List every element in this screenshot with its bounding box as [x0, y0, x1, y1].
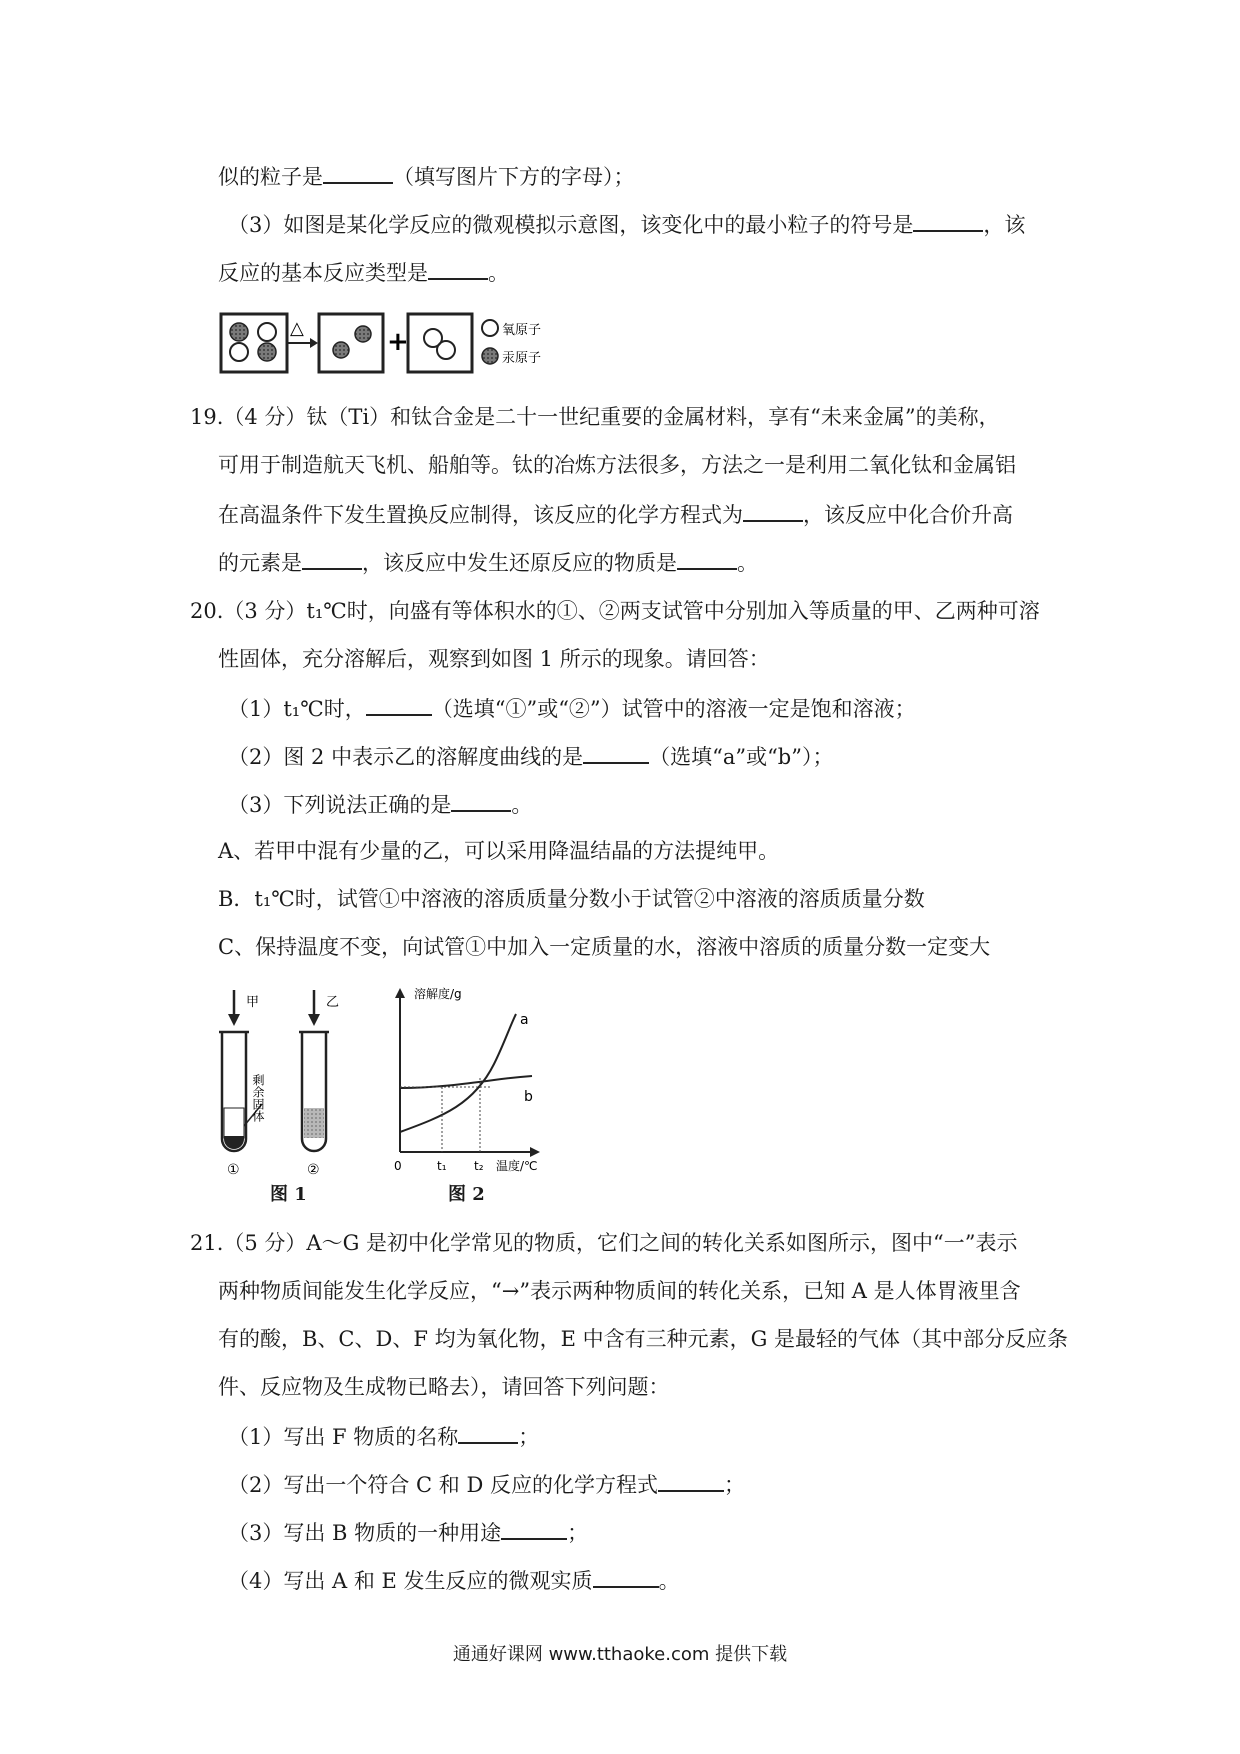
q20-line2: 性固体，充分溶解后，观察到如图 1 所示的现象。请回答：: [218, 647, 770, 671]
plus-sign: +: [387, 327, 409, 357]
label-yi: 乙: [326, 995, 340, 1010]
figure-1-caption: 图 1: [270, 1184, 307, 1205]
q20-part3: （3）下列说法正确的是 。: [228, 788, 532, 820]
q20-part1: （1）t₁℃时， （选填“①”或“②”）试管中的溶液一定是饱和溶液；: [228, 692, 916, 724]
t2-label: t₂: [474, 1159, 484, 1173]
q21-part1: （1）写出 F 物质的名称 ；: [228, 1420, 539, 1452]
q21-part4: （4）写出 A 和 E 发生反应的微观实质 。: [228, 1564, 680, 1596]
origin-label: 0: [394, 1159, 402, 1173]
q21-part3: （3）写出 B 物质的一种用途 ；: [228, 1516, 588, 1548]
q21-line3: 有的酸，B、C、D、F 均为氧化物，E 中含有三种元素，G 是最轻的气体（其中部分反应条: [218, 1327, 1069, 1351]
q20-line1: 20.（3 分）t₁℃时，向盛有等体积水的①、②两支试管中分别加入等质量的甲、乙两种可溶: [190, 599, 1040, 623]
y-axis-label: 溶解度/g: [414, 987, 462, 1001]
q21-part2: （2）写出一个符合 C 和 D 反应的化学方程式 ；: [228, 1468, 745, 1500]
figure-2-solubility-chart: [384, 984, 564, 1184]
q20-option-a: A、若甲中混有少量的乙，可以采用降温结晶的方法提纯甲。: [218, 839, 780, 863]
q20-part2: （2）图 2 中表示乙的溶解度曲线的是 （选填“a”或“b”）；: [228, 740, 833, 772]
residue-label: 剩余固体: [251, 1074, 265, 1122]
curve-b-label: b: [524, 1089, 533, 1105]
answer-blank[interactable]: [743, 498, 803, 522]
footer-download-note: 通通好课网 www.tthaoke.com 提供下载: [452, 1644, 788, 1665]
q19-line4: 的元素是 ，该反应中发生还原反应的物质是 。: [218, 546, 758, 578]
q19-line3: 在高温条件下发生置换反应制得，该反应的化学方程式为 ，该反应中化合价升高: [218, 498, 1013, 530]
figure-1-test-tubes: [210, 984, 350, 1184]
reactant-box: [221, 314, 287, 372]
figure-2-caption: 图 2: [448, 1184, 485, 1205]
curve-a-label: a: [520, 1012, 529, 1028]
add-arrow-2-head: [308, 1014, 320, 1026]
label-jia: 甲: [246, 995, 260, 1010]
product-box-2: [408, 314, 472, 372]
product-box-1: [319, 314, 383, 372]
answer-blank[interactable]: [677, 546, 737, 570]
t1-label: t₁: [437, 1159, 447, 1173]
answer-blank[interactable]: [366, 692, 432, 716]
mercury-legend-label: 汞原子: [502, 351, 542, 366]
q18-part3-line1: （3）如图是某化学反应的微观模拟示意图，该变化中的最小粒子的符号是 ，该: [228, 208, 1025, 240]
q18-part3-line2: 反应的基本反应类型是 。: [218, 256, 509, 288]
q20-option-b: B．t₁℃时，试管①中溶液的溶质质量分数小于试管②中溶液的溶质质量分数: [218, 887, 925, 911]
answer-blank[interactable]: [302, 546, 362, 570]
oxygen-legend-icon: [482, 320, 498, 336]
add-arrow-1-head: [228, 1014, 240, 1026]
q21-line4: 件、反应物及生成物已略去），请回答下列问题：: [218, 1375, 670, 1399]
answer-blank[interactable]: [428, 256, 488, 280]
answer-blank[interactable]: [658, 1468, 724, 1492]
x-axis-arrow: [530, 1147, 540, 1157]
reaction-diagram: [218, 308, 578, 378]
test-tube-2: [299, 1032, 329, 1151]
arrow-head: [310, 338, 318, 348]
tube-1-label: ①: [227, 1162, 240, 1178]
answer-blank[interactable]: [501, 1516, 567, 1540]
q21-line1: 21.（5 分）A～G 是初中化学常见的物质，它们之间的转化关系如图所示，图中“一”表示: [190, 1231, 1018, 1255]
heat-symbol: △: [290, 318, 304, 339]
answer-blank[interactable]: [458, 1420, 518, 1444]
answer-blank[interactable]: [451, 788, 511, 812]
answer-blank[interactable]: [583, 740, 649, 764]
test-tube-1: [219, 1032, 249, 1151]
tube-2-label: ②: [307, 1162, 320, 1178]
y-axis-arrow: [395, 988, 405, 998]
q19-line2: 可用于制造航天飞机、船舶等。钛的冶炼方法很多，方法之一是利用二氧化钛和金属铝: [218, 453, 1016, 477]
oxygen-legend-label: 氧原子: [502, 323, 542, 338]
q20-option-c: C、保持温度不变，向试管①中加入一定质量的水，溶液中溶质的质量分数一定变大: [218, 935, 991, 959]
x-axis-label: 温度/℃: [496, 1159, 538, 1173]
answer-blank[interactable]: [913, 208, 983, 232]
q18-part2-tail: 似的粒子是 （填写图片下方的字母）；: [218, 160, 635, 192]
curve-b: [400, 1076, 532, 1088]
answer-blank[interactable]: [593, 1564, 659, 1588]
q19-line1: 19.（4 分）钛（Ti）和钛合金是二十一世纪重要的金属材料，享有“未来金属”的美称，: [190, 405, 1000, 429]
mercury-legend-icon: [482, 348, 498, 364]
answer-blank[interactable]: [323, 160, 393, 184]
curve-a: [400, 1014, 516, 1132]
q21-line2: 两种物质间能发生化学反应，“→”表示两种物质间的转化关系，已知 A 是人体胃液里含: [218, 1279, 1021, 1303]
